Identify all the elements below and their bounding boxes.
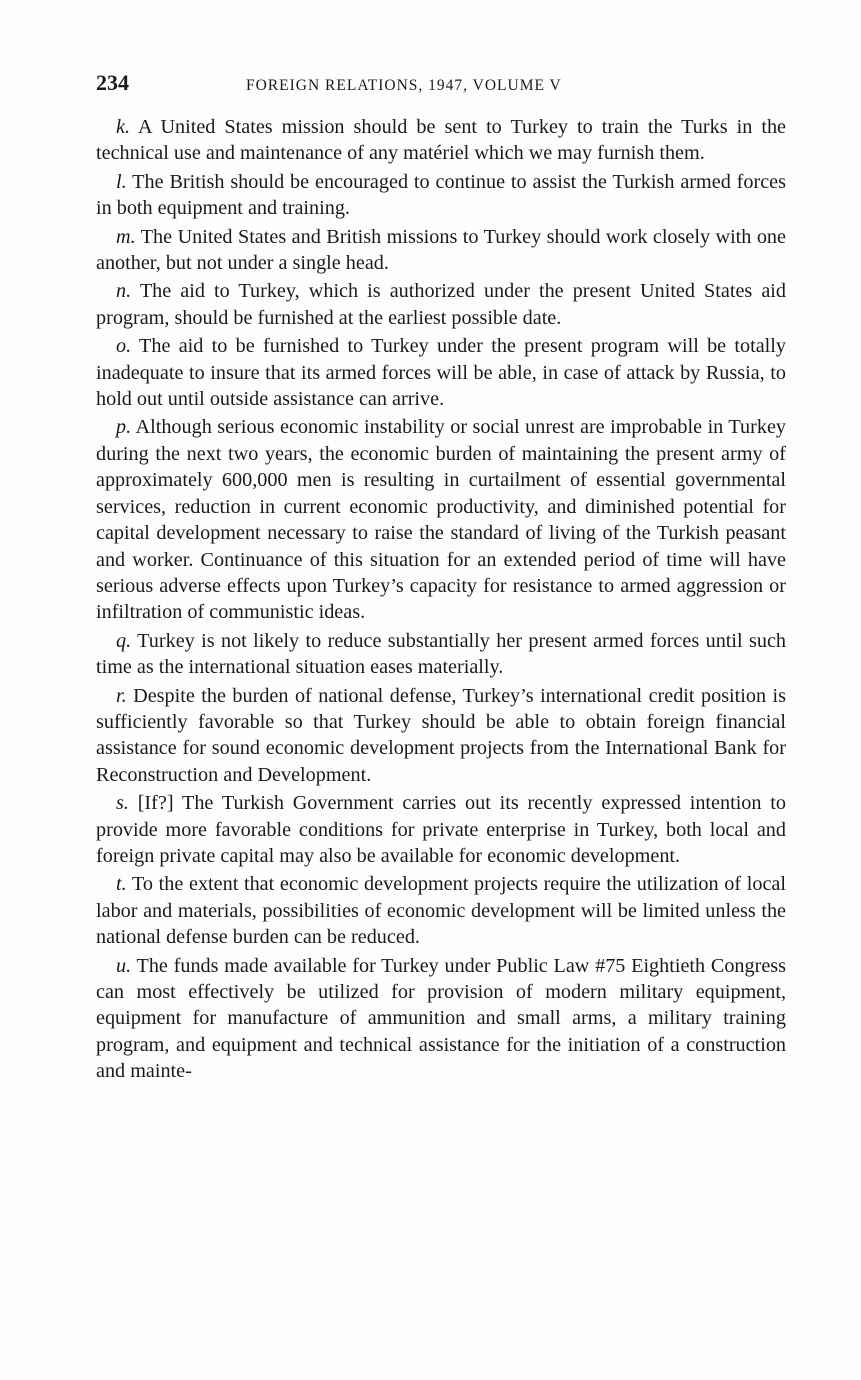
paragraph-text: A United States mission should be sent to Turkey to train the Turks in the technical use and maintenance of any matériel which we may furnish them. [96, 116, 786, 165]
document-page [96, 70, 786, 1087]
paragraph-text: The aid to Turkey, which is authorized under the present United States aid program, should be furnished at the earliest possible date. [96, 280, 786, 329]
paragraph-text: [If?] The Turkish Government carries out its recently expressed intention to provide more favorable conditions for private enterprise in Turkey, both local and foreign private capital may also be available for economic development. [96, 792, 786, 867]
paragraph-text: The aid to be furnished to Turkey under the present program will be totally inadequate to insure that its armed forces will be able, in case of attack by Russia, to hold out until outside assistance can arrive. [96, 335, 786, 411]
paragraph-n [96, 278, 786, 331]
paragraph-text: The funds made available for Turkey under Public Law #75 Eightieth Congress can most effectively be utilized for provision of modern military equipment, equipment for manufacture of ammunition and small arms, a military training program, and equipment and technical assistance for the initiation of a construction and mainte- [96, 954, 786, 1083]
paragraph-letter: l. [116, 170, 127, 193]
running-title: FOREIGN RELATIONS, 1947, VOLUME V [246, 77, 562, 94]
paragraph-t [96, 871, 786, 950]
paragraph-q [96, 628, 786, 681]
paragraph-l [96, 169, 786, 222]
paragraph-letter: t. [116, 873, 127, 896]
paragraph-r [96, 683, 786, 789]
paragraph-text: Turkey is not likely to reduce substantially her present armed forces until such time as the international situation eases materially. [96, 629, 786, 679]
paragraph-letter: p. [116, 416, 132, 439]
paragraph-letter: s. [116, 792, 129, 815]
paragraph-letter: r. [116, 684, 127, 707]
paragraph-letter: u. [116, 954, 132, 977]
paragraph-o [96, 333, 786, 412]
paragraph-letter: n. [116, 280, 132, 303]
paragraph-u [96, 953, 786, 1085]
paragraph-k [96, 114, 786, 167]
running-head [96, 70, 786, 104]
paragraph-s [96, 790, 786, 869]
paragraph-m [96, 224, 786, 277]
paragraph-text: The United States and British missions to Turkey should work closely with one another, but not under a single head. [96, 225, 786, 275]
paragraph-text: The British should be encouraged to continue to assist the Turkish armed forces in both equipment and training. [96, 170, 786, 220]
paragraph-letter: o. [116, 335, 132, 358]
paragraph-p [96, 414, 786, 625]
paragraph-text: To the extent that economic development projects require the utilization of local labor and materials, possibilities of economic development will be limited unless the national defense burden can be reduced. [96, 873, 786, 949]
page-number: 234 [96, 70, 129, 95]
paragraph-letter: m. [116, 225, 136, 248]
paragraph-letter: q. [116, 629, 132, 652]
paragraph-text: Although serious economic instability or social unrest are improbable in Turkey during the next two years, the economic burden of maintaining the present army of approximately 600,000 men is resulting in curtailment of essential governmental services, reduction in current economic productivity, and diminished potential for capital development necessary to raise the standard of living of the Turkish peasant and worker. Continuance of this situation for an extended period of time will have serious adverse effects upon Turkey’s capacity for resistance to armed aggression or infiltration of communistic ideas. [96, 416, 786, 624]
paragraph-letter: k. [116, 116, 131, 138]
paragraph-text: Despite the burden of national defense, Turkey’s international credit position is sufficiently favorable so that Turkey should be able to obtain foreign financial assistance for sound economic development projects from the International Bank for Reconstruction and Development. [96, 684, 786, 786]
